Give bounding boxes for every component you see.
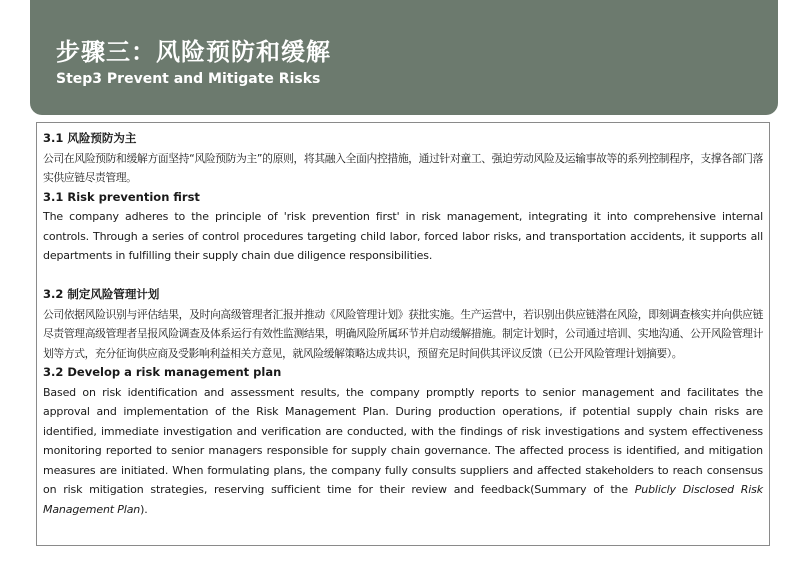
- section1-body-zh: 公司在风险预防和缓解方面坚持“风险预防为主”的原则，将其融入全面内控措施，通过针对童工、强迫劳动风险及运输事故等的系列控制程序，支撑各部门落实供应链尽责管理。: [43, 151, 763, 184]
- section2-heading-zh: 3.2 制定风险管理计划: [43, 287, 160, 301]
- content-box: [36, 122, 770, 546]
- section1-body-en: The company adheres to the principle of 'risk prevention first' in risk management, integrating it into comprehensive internal controls. Through a series of control procedures targeting child labor, forced labor risks, and transportation accidents, it supports all departments in fulfilling their supply chain due diligence responsibilities.: [43, 210, 763, 262]
- page-title-chinese: 步骤三：风险预防和缓解: [56, 38, 331, 66]
- section2-plan-title-italic: Publicly Disclosed Risk Management Plan: [43, 483, 763, 516]
- section2-body-zh: 公司依据风险识别与评估结果，及时向高级管理者汇报并推动《风险管理计划》获批实施。生产运营中，若识别出供应链潜在风险，即刻调查核实并向供应链尽责管理高级管理者呈报风险调查及体系运行有效性监测结果，明确风险所属环节并启动缓解措施。制定计划时，公司通过培训、实地沟通、公开风险管理计划等方式，充分征询供应商及受影响利益相关方意见，就风险缓解策略达成共识，预留充足时间供其评议反馈（已公开风险管理计划摘要）。: [43, 307, 763, 360]
- section-spacer: [43, 266, 763, 286]
- section2-body-en-text: Based on risk identification and assessment results, the company promptly reports to senior management and facilitates the approval and implementation of the Risk Management Plan. During production operations, if potential supply chain risks are identified, immediate investigation and verification are conducted, with the findings of risk investigations and system effectiveness monitoring reported to senior managers responsible for supply chain governance. The affected process is identified, and mitigation measures are initiated. When formulating plans, the company fully consults suppliers and affected stakeholders to reach consensus on risk mitigation strategies, reserving sufficient time for their review and feedback(Summary of the: [43, 385, 763, 496]
- section1-heading-zh: 3.1 风险预防为主: [43, 131, 137, 145]
- section2-body-en-end: ).: [140, 502, 148, 516]
- section2-heading-en: 3.2 Develop a risk management plan: [43, 365, 282, 379]
- section1-heading-en: 3.1 Risk prevention first: [43, 189, 200, 204]
- section-header-banner: [30, 0, 778, 115]
- page-title-english: Step3 Prevent and Mitigate Risks: [56, 71, 321, 87]
- section2-body-en: [43, 383, 763, 520]
